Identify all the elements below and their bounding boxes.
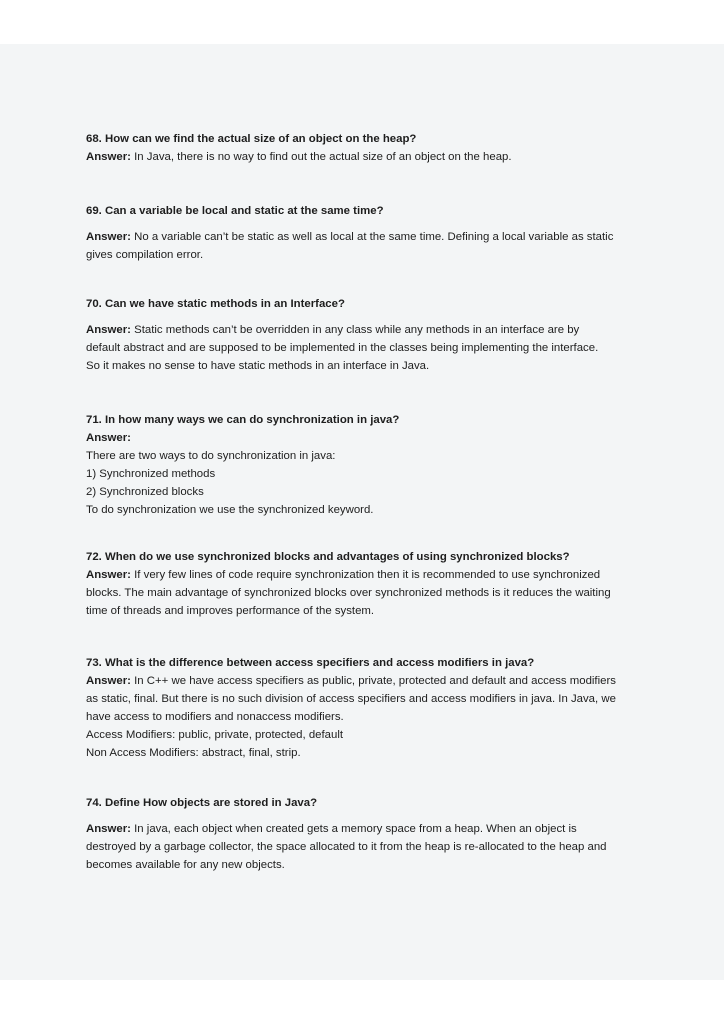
answer-line: as static, final. But there is no such division of access specifiers and access modifiers in java. In Java, we	[86, 693, 616, 705]
answer-line: default abstract and are supposed to be implemented in the classes being implementing the interface.	[86, 342, 599, 354]
question-title: 73. What is the difference between access specifiers and access modifiers in java?	[86, 657, 535, 669]
answer-line	[86, 566, 646, 584]
answer-label: Answer:	[86, 151, 131, 163]
question-block-70	[86, 295, 646, 375]
answer-line	[86, 820, 646, 838]
question-title: 74. Define How objects are stored in Java?	[86, 797, 318, 809]
answer-line: Non Access Modifiers: abstract, final, strip.	[86, 747, 301, 759]
answer-line: have access to modifiers and nonaccess modifiers.	[86, 711, 344, 723]
answer-text: In C++ we have access specifiers as public, private, protected and default and access modifiers	[134, 675, 616, 687]
answer-text: No a variable can’t be static as well as local at the same time. Defining a local variable as static	[134, 231, 614, 243]
answer-label: Answer:	[86, 569, 131, 581]
answer-label: Answer:	[86, 231, 131, 243]
answer-text: In java, each object when created gets a memory space from a heap. When an object is	[134, 823, 577, 835]
answer-line	[86, 148, 646, 166]
question-block-68	[86, 130, 646, 166]
question-block-71	[86, 411, 646, 519]
answer-line	[86, 672, 646, 690]
question-title: 72. When do we use synchronized blocks and advantages of using synchronized blocks?	[86, 551, 570, 563]
answer-line: Access Modifiers: public, private, protected, default	[86, 729, 344, 741]
answer-line: 2) Synchronized blocks	[86, 486, 204, 498]
question-title: 68. How can we find the actual size of an object on the heap?	[86, 133, 417, 145]
question-block-72	[86, 548, 646, 620]
answer-line: To do synchronization we use the synchronized keyword.	[86, 504, 374, 516]
answer-text: Static methods can’t be overridden in any class while any methods in an interface are by	[134, 324, 580, 336]
answer-line: So it makes no sense to have static methods in an interface in Java.	[86, 360, 430, 372]
answer-text: In Java, there is no way to find out the actual size of an object on the heap.	[134, 151, 512, 163]
answer-line: There are two ways to do synchronization in java:	[86, 450, 336, 462]
answer-line: blocks. The main advantage of synchronized blocks over synchronized methods is it reduces the waiting	[86, 587, 611, 599]
answer-line: 1) Synchronized methods	[86, 468, 216, 480]
answer-label: Answer:	[86, 823, 131, 835]
question-block-73	[86, 654, 646, 762]
answer-line: time of threads and improves performance of the system.	[86, 605, 375, 617]
question-title: 70. Can we have static methods in an Interface?	[86, 298, 345, 310]
answer-label: Answer:	[86, 324, 131, 336]
answer-label: Answer:	[86, 675, 131, 687]
answer-line: destroyed by a garbage collector, the space allocated to it from the heap is re-allocated to the heap and	[86, 841, 607, 853]
question-block-74	[86, 794, 646, 874]
answer-label: Answer:	[86, 432, 131, 444]
answer-line: gives compilation error.	[86, 249, 204, 261]
answer-line	[86, 321, 646, 339]
question-title: 69. Can a variable be local and static at the same time?	[86, 205, 384, 217]
answer-line	[86, 228, 646, 246]
question-block-69	[86, 202, 646, 264]
question-title: 71. In how many ways we can do synchronization in java?	[86, 414, 400, 426]
answer-line: becomes available for any new objects.	[86, 859, 285, 871]
answer-text: If very few lines of code require synchronization then it is recommended to use synchronized	[134, 569, 601, 581]
